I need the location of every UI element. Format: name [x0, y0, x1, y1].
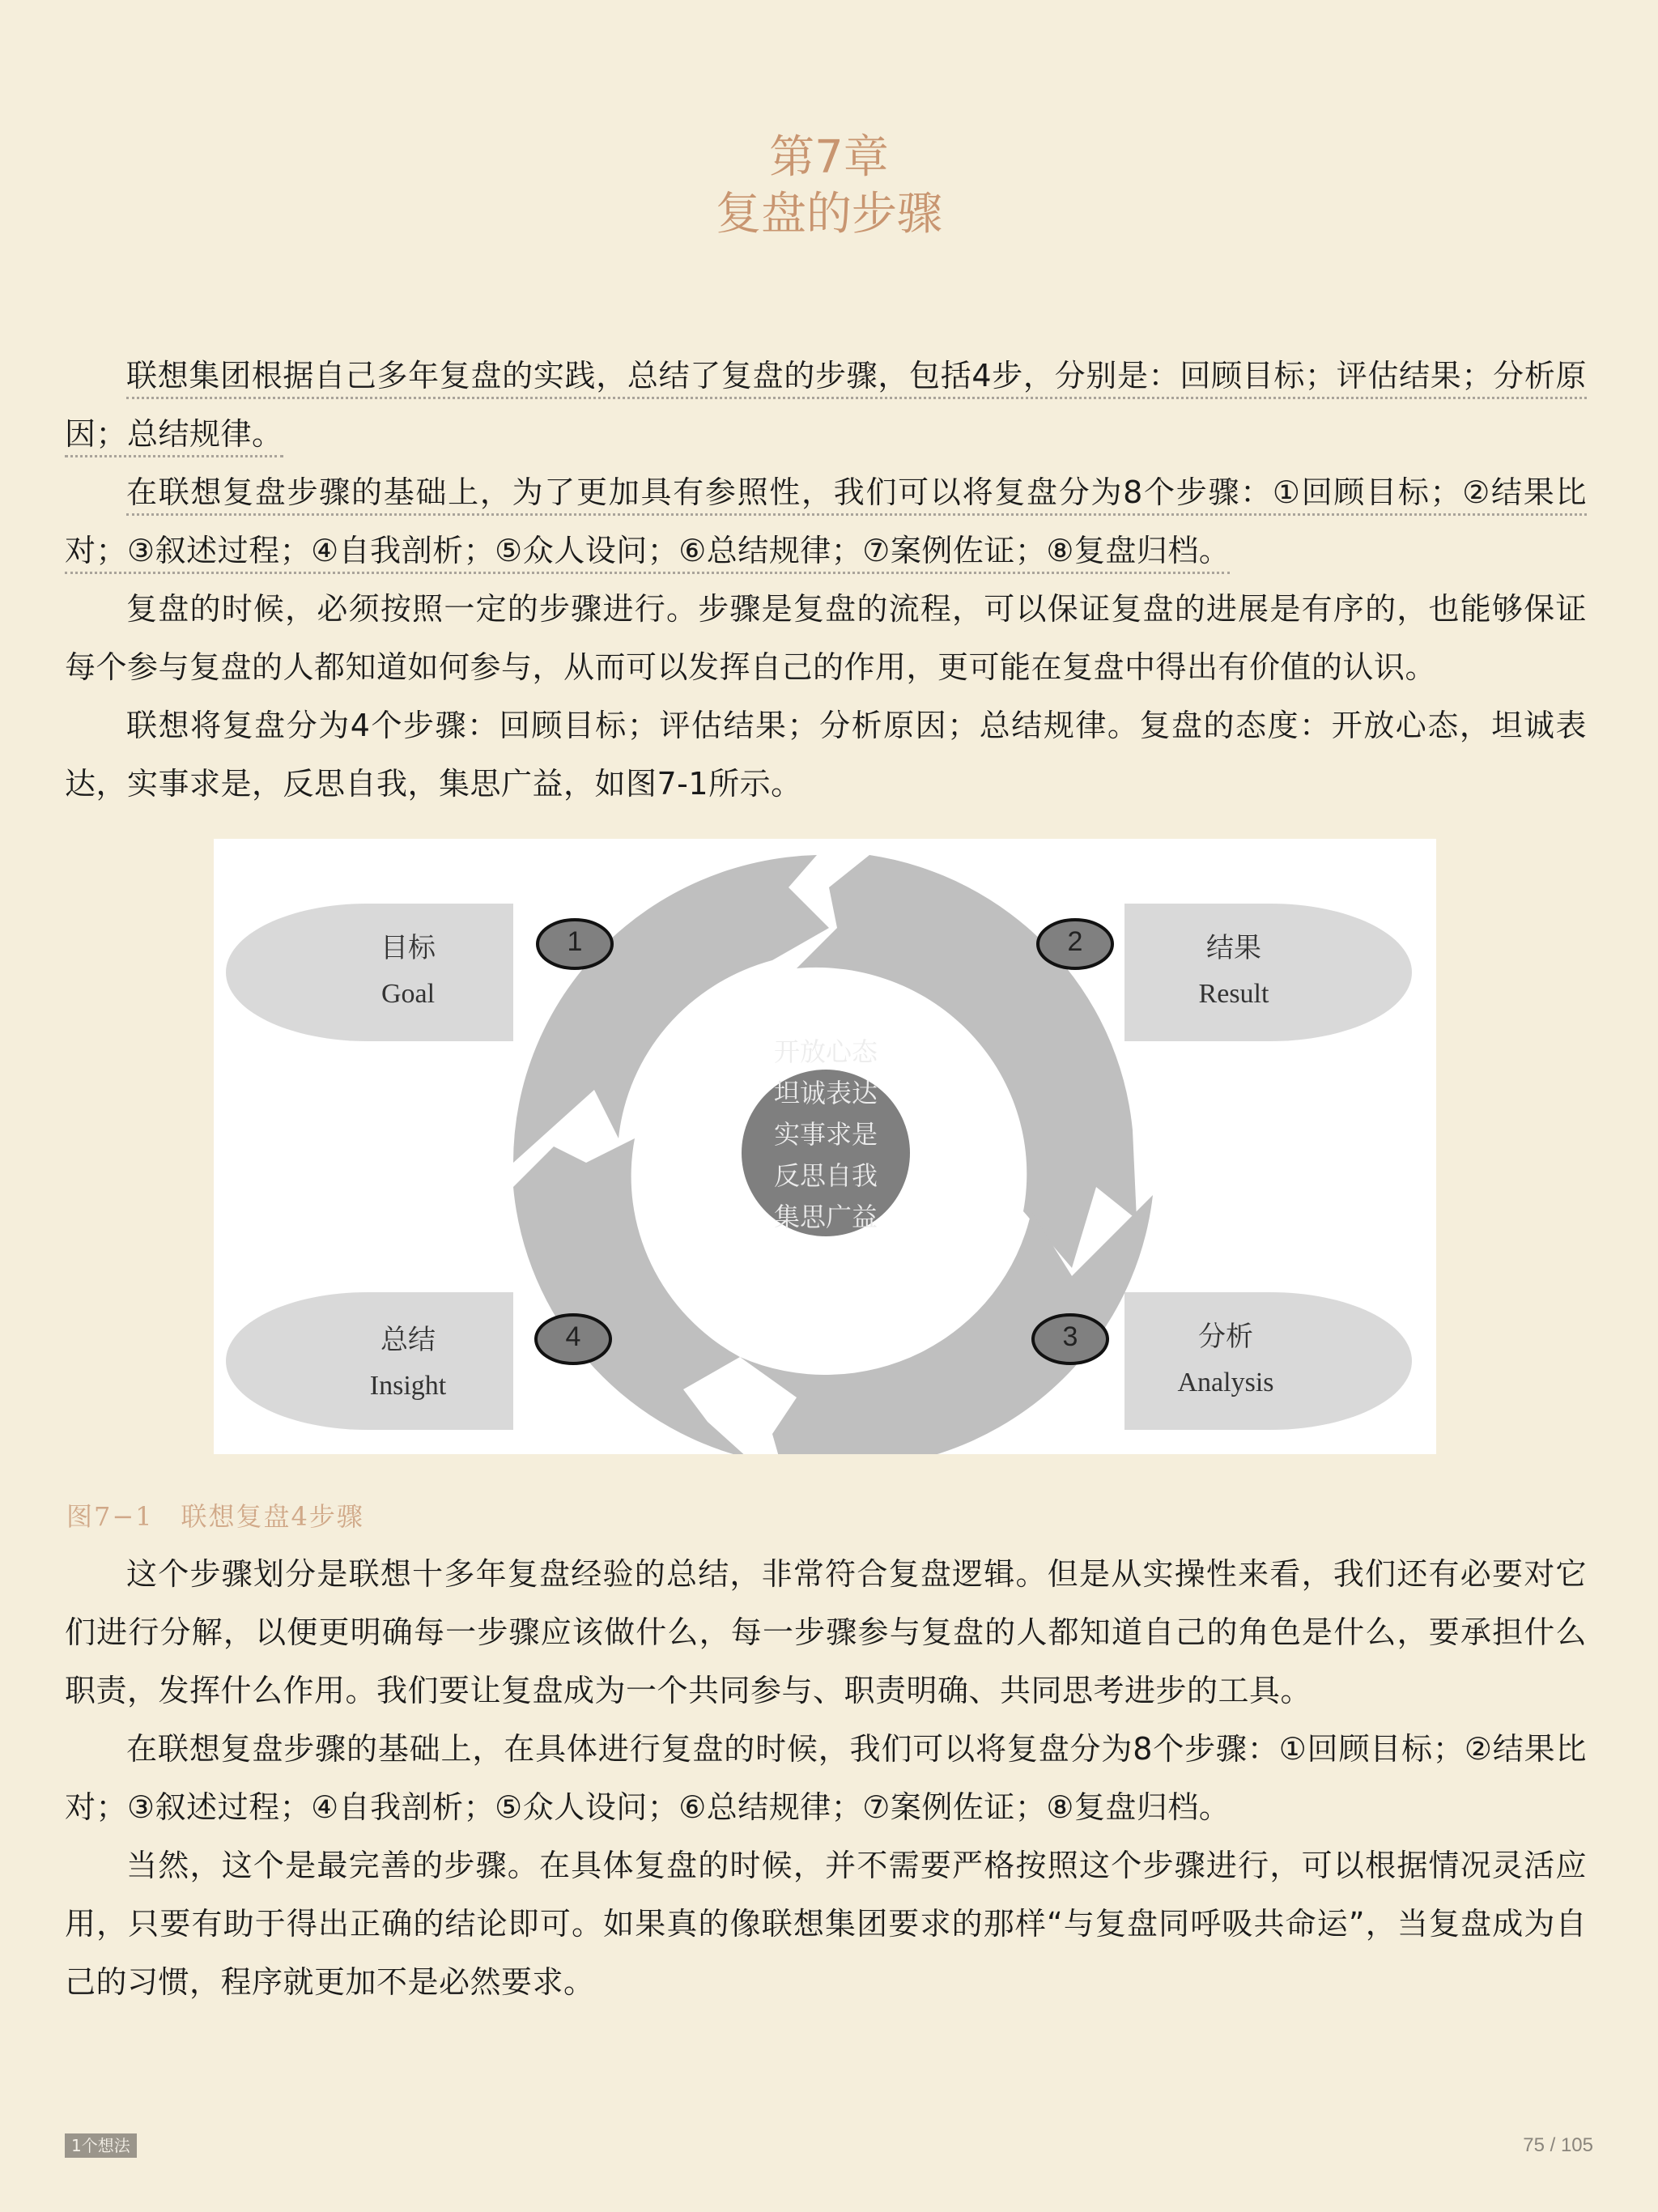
page-indicator: 75 / 105	[1523, 2134, 1593, 2156]
step-label-zh: 分析	[1198, 1322, 1253, 1352]
chapter-header	[0, 130, 1658, 243]
notes-count-badge[interactable]: 1个想法	[65, 2133, 137, 2158]
body-text-top	[65, 347, 1587, 813]
step-label-goal	[343, 926, 473, 1017]
step-number-4: 4	[565, 1321, 581, 1352]
step-label-insight	[343, 1318, 473, 1409]
step-label-en: Insight	[369, 1371, 447, 1401]
paragraph: 复盘的时候，必须按照一定的步骤进行。步骤是复盘的流程，可以保证复盘的进展是有序的，也能够保证每个参与复盘的人都知道如何参与，从而可以发挥自己的作用，更可能在复盘中得出有价值的认识。	[65, 591, 1587, 685]
highlighted-text[interactable]: 在联想复盘步骤的基础上，为了更加具有参照性，我们可以将复盘分为8个步骤：①回顾目标；②结果比对；③叙述过程；④自我剖析；⑤众人设问；⑥总结规律；⑦案例佐证；⑧复盘归档。	[65, 474, 1587, 574]
step-label-result	[1169, 926, 1299, 1017]
attitude-line: 集思广益	[773, 1202, 878, 1232]
step-number-3: 3	[1062, 1321, 1078, 1352]
step-label-en: Result	[1198, 979, 1269, 1009]
center-attitude-text	[745, 1032, 907, 1238]
step-label-en: Goal	[380, 979, 436, 1009]
attitude-line: 坦诚表达	[773, 1078, 878, 1108]
step-number-2: 2	[1067, 926, 1083, 957]
highlighted-text[interactable]: 联想集团根据自己多年复盘的实践，总结了复盘的步骤，包括4步，分别是：回顾目标；评估结果；分析原因；总结规律。	[65, 358, 1587, 457]
attitude-line: 实事求是	[773, 1119, 878, 1150]
caption-number: 图7−1	[66, 1501, 154, 1532]
paragraph: 这个步骤划分是联想十多年复盘经验的总结，非常符合复盘逻辑。但是从实操性来看，我们还有必要对它们进行分解，以便更明确每一步骤应该做什么，每一步骤参与复盘的人都知道自己的角色是什么，要承担什么职责，发挥什么作用。我们要让复盘成为一个共同参与、职责明确、共同思考进步的工具。	[65, 1556, 1587, 1708]
step-label-zh: 结果	[1206, 934, 1261, 963]
paragraph-annotated[interactable]	[65, 463, 1587, 580]
attitude-line: 开放心态	[773, 1036, 878, 1067]
body-text-bottom	[65, 1545, 1587, 2011]
step-label-en: Analysis	[1177, 1368, 1274, 1397]
step-label-analysis	[1153, 1315, 1299, 1406]
step-label-zh: 总结	[380, 1325, 436, 1355]
caption-title: 联想复盘4步骤	[181, 1501, 364, 1532]
paragraph-annotated[interactable]	[65, 347, 1587, 463]
attitude-line: 反思自我	[773, 1160, 878, 1191]
figure-caption	[66, 1496, 364, 1534]
chapter-title: 复盘的步骤	[716, 188, 942, 240]
paragraph: 在联想复盘步骤的基础上，在具体进行复盘的时候，我们可以将复盘分为8个步骤：①回顾目标；②结果比对；③叙述过程；④自我剖析；⑤众人设问；⑥总结规律；⑦案例佐证；⑧复盘归档。	[65, 1731, 1587, 1825]
step-label-zh: 目标	[380, 934, 436, 963]
paragraph: 当然，这个是最完善的步骤。在具体复盘的时候，并不需要严格按照这个步骤进行，可以根据情况灵活应用，只要有助于得出正确的结论即可。如果真的像联想集团要求的那样“与复盘同呼吸共命运”，当复盘成为自己的习惯，程序就更加不是必然要求。	[65, 1848, 1587, 2000]
figure-review-cycle-diagram	[214, 839, 1436, 1454]
paragraph: 联想将复盘分为4个步骤：回顾目标；评估结果；分析原因；总结规律。复盘的态度：开放心态，坦诚表达，实事求是，反思自我，集思广益，如图7-1所示。	[65, 708, 1587, 802]
chapter-number: 第7章	[769, 131, 889, 184]
step-number-1: 1	[567, 926, 583, 957]
